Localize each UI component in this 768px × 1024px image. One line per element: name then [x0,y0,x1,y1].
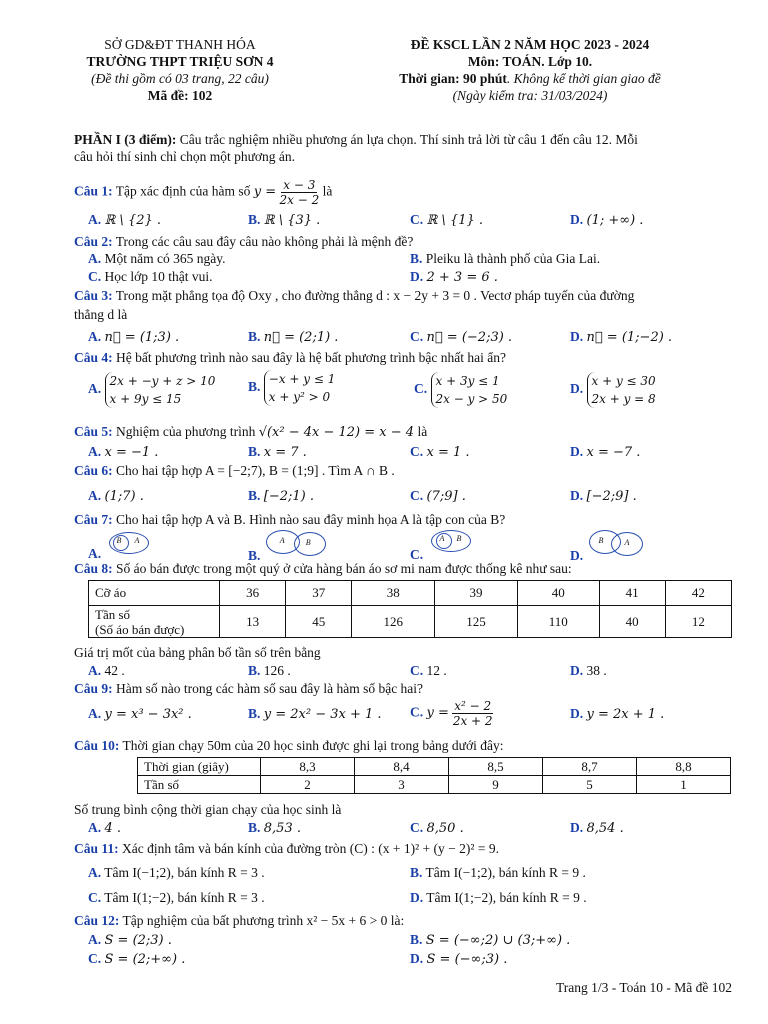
q10-freq: 1 [637,776,731,794]
q6-c: (7;9] . [426,489,466,504]
letter-d: D. [410,890,424,905]
q3-option-d[interactable] [570,329,672,345]
q1-d: (1; +∞) . [586,213,644,228]
q10-freq: 3 [355,776,449,794]
q9-label: Câu 9: [74,681,113,696]
q1-option-b[interactable] [248,212,320,228]
q5-label: Câu 5: [74,424,113,439]
letter-b: B. [410,932,423,947]
header-right [360,36,700,104]
q11-a: Tâm I(−1;2), bán kính R = 3 . [104,865,265,880]
q4-d-system [587,372,656,408]
q4-d2: 2x + y = 8 [591,392,656,406]
q11-text: Xác định tâm và bán kính của đường tròn (C) : (x + 1)² + (y − 2)² = 9. [122,841,499,856]
exam-code: Mã đề: 102 [147,88,213,103]
q2-b: Pleiku là thành phố của Gia Lai. [425,251,601,266]
subject: Môn: TOÁN. Lớp 10. [467,54,593,69]
letter-b: B. [248,820,261,835]
letter-b: B. [248,548,261,564]
q5-equation: √(x² − 4x − 12) = x − 4 [258,425,415,440]
question-12 [74,913,404,929]
letter-d: D. [570,381,584,397]
letter-c: C. [410,704,424,720]
q9-c-y: y = [426,705,449,721]
venn-overlap-icon: B A [587,530,647,556]
q9-text: Hàm số nào trong các hàm số sau đây là hàm số bậc hai? [116,681,424,696]
letter-c: C. [88,269,102,284]
q6-option-a[interactable] [88,488,144,504]
letter-a: A. [88,212,102,227]
q6-option-b[interactable] [248,488,314,504]
q10-label: Câu 10: [74,738,120,753]
q8-option-d[interactable] [570,663,607,679]
q1-option-d[interactable] [570,212,643,228]
q10-freq: 2 [261,776,355,794]
question-9 [74,681,423,697]
q1-text: Tập xác định của hàm số [115,183,251,199]
q6-option-d[interactable] [570,488,637,504]
q10-time: 8,8 [637,758,731,776]
letter-d: D. [570,706,584,721]
q1-c: ℝ \ {1} . [426,213,484,228]
q10-row2-head: Tần số [138,776,261,794]
q3-label: Câu 3: [74,288,113,303]
q7-option-c[interactable] [410,530,471,563]
q8-option-a[interactable] [88,663,125,679]
letter-d: D. [570,663,584,678]
q3-option-a[interactable] [88,329,179,345]
q4-c2: 2x − y > 50 [435,392,508,406]
q10-c: 8,50 . [426,821,464,836]
letter-c: C. [410,329,424,344]
q12-a: S = (2;3) . [104,933,172,948]
q10-a: 4 . [104,821,122,836]
q1-a: ℝ \ {2} . [104,213,162,228]
q8-size: 42 [665,581,731,606]
q5-d: x = −7 . [586,445,641,460]
letter-b: B. [410,865,423,880]
venn-b-contains-a-icon: B A [105,532,149,554]
q12-d: S = (−∞;3) . [426,952,508,967]
q4-b1: −x + y ≤ 1 [268,372,336,386]
q9-b: y = 2x² − 3x + 1 . [263,707,382,722]
letter-b: B. [248,379,261,395]
q1-label: Câu 1: [74,183,113,199]
letter-d: D. [570,329,584,344]
venn-disjoint-icon: A B [264,530,328,556]
exam-date: (Ngày kiểm tra: 31/03/2024) [452,88,608,103]
q12-text: Tập nghiệm của bất phương trình x² − 5x + 6 > 0 là: [122,913,405,928]
q5-option-c[interactable] [410,444,470,460]
q9-d: y = 2x + 1 . [586,707,665,722]
letter-a: A. [88,444,102,459]
q4-label: Câu 4: [74,350,113,365]
q8-count: 125 [435,606,518,638]
time-note: . Không kể thời gian giao đề [506,71,661,86]
letter-d: D. [570,820,584,835]
letter-c: C. [410,212,424,227]
venn-a-in-b-icon: A B [427,530,471,554]
q8-label: Câu 8: [74,561,113,576]
q1-num: x − 3 [283,178,316,192]
q8-count: 13 [220,606,286,638]
q2-option-a[interactable] [88,251,225,267]
letter-d: D. [410,951,424,966]
q9-c-num: x² − 2 [454,699,492,713]
q3-d: n⃗ = (1;−2) . [586,330,673,345]
q8-text: Số áo bán được trong một quý ở cửa hàng bán áo sơ mi nam được thống kê như sau: [116,561,572,576]
q4-c-system [431,372,508,408]
q10-row1-head: Thời gian (giây) [138,758,261,776]
question-7 [74,512,505,528]
q9-a: y = x³ − 3x² . [104,707,192,722]
q8-count: 45 [286,606,352,638]
letter-d: D. [570,488,584,503]
q7-label: Câu 7: [74,512,113,527]
q7-option-d[interactable] [570,530,647,564]
q12-option-c[interactable] [88,951,185,967]
q6-d: [−2;9] . [586,489,637,504]
page-count: (Đề thi gồm có 03 trang, 22 câu) [91,71,269,86]
q5-option-b[interactable] [248,444,307,460]
q6-a: (1;7) . [104,489,144,504]
q3-b: n⃗ = (2;1) . [263,330,339,345]
q9-option-a[interactable] [88,706,192,722]
part1-title: PHẦN I (3 điểm): [74,132,177,147]
letter-d: D. [570,212,584,227]
q5-option-a[interactable] [88,444,158,460]
q10-time: 8,3 [261,758,355,776]
q3-a: n⃗ = (1;3) . [104,330,180,345]
letter-b: B. [248,706,261,721]
q1-tail: là [322,183,333,199]
q4-option-d[interactable] [570,372,656,408]
q4-b2: x + y² > 0 [268,390,331,404]
q4-a1: 2x + −y + z > 10 [109,374,216,388]
q12-b: S = (−∞;2) ∪ (3;+∞) . [425,933,571,948]
q3-text: Trong mặt phẳng tọa độ Oxy , cho đường thẳng d : x − 2y + 3 = 0 . Vectơ pháp tuyến của đường [115,288,635,303]
q3-option-b[interactable] [248,329,338,345]
q12-option-d[interactable] [410,951,507,967]
q8-a: 42 . [104,663,125,678]
q10-table [137,757,731,794]
letter-a: A. [88,546,102,562]
dept-name: SỞ GD&ĐT THANH HÓA [104,37,256,52]
letter-c: C. [410,547,424,563]
q11-label: Câu 11: [74,841,119,856]
question-3 [74,288,634,304]
q12-label: Câu 12: [74,913,120,928]
q10-time: 8,4 [355,758,449,776]
q9-option-c[interactable] [410,699,493,728]
letter-d: D. [570,548,584,564]
q8-size: 40 [517,581,599,606]
q1-y: y = [253,184,277,200]
q10-option-a[interactable] [88,820,121,836]
q2-a: Một năm có 365 ngày. [104,251,226,266]
letter-a: A. [88,706,102,721]
q8-question: Giá trị mốt của bảng phân bố tần số trên bằng [74,645,321,660]
q10-option-b[interactable] [248,820,301,836]
letter-a: A. [88,865,102,880]
letter-c: C. [410,820,424,835]
time [360,70,700,87]
question-11 [74,841,499,857]
q2-text: Trong các câu sau đây câu nào không phải là mệnh đề? [115,234,414,249]
q6-text: Cho hai tập hợp A = [−2;7), B = (1;9] . Tìm A ∩ B . [116,463,395,478]
q4-d1: x + y ≤ 30 [591,374,656,388]
q11-c: Tâm I(1;−2), bán kính R = 3 . [104,890,265,905]
q9-c-fraction [452,699,493,728]
q2-option-c[interactable] [88,269,213,285]
q8-size: 39 [435,581,518,606]
question-2 [74,234,413,250]
q8-row2-head [89,606,220,638]
q11-b: Tâm I(−1;2), bán kính R = 9 . [425,865,586,880]
letter-a: A. [88,329,102,344]
q8-count: 12 [665,606,731,638]
q4-a-system [105,372,216,408]
q9-option-d[interactable] [570,706,664,722]
q7-option-b[interactable] [248,530,328,564]
q12-option-b[interactable] [410,932,570,948]
q4-a2: x + 9y ≤ 15 [109,392,182,406]
q1-fraction [279,178,319,207]
q10-time: 8,7 [543,758,637,776]
q5-c: x = 1 . [426,445,470,460]
letter-b: B. [248,212,261,227]
letter-b: B. [248,444,261,459]
letter-c: C. [88,890,102,905]
letter-a: A. [88,663,102,678]
q5-option-d[interactable] [570,444,640,460]
q8-b: 126 . [263,663,291,678]
q3-c: n⃗ = (−2;3) . [426,330,513,345]
letter-c: C. [414,381,428,397]
letter-b: B. [248,488,261,503]
q1-option-a[interactable] [88,212,161,228]
q10-row-times [138,758,731,776]
q10-freq: 9 [449,776,543,794]
q5-text: Nghiệm của phương trình [116,424,256,439]
q1-option-c[interactable] [410,212,483,228]
q7-option-a[interactable] [88,532,149,562]
letter-b: B. [248,663,261,678]
letter-d: D. [570,444,584,459]
q8-size: 36 [220,581,286,606]
header-left [60,36,300,104]
q8-count: 126 [352,606,435,638]
question-8 [74,561,572,577]
letter-c: C. [410,663,424,678]
q11-option-a[interactable] [88,865,265,881]
q10-option-c[interactable] [410,820,464,836]
q8-option-c[interactable] [410,663,447,679]
q5-b: x = 7 . [263,445,307,460]
letter-c: C. [88,951,102,966]
q4-option-c[interactable] [414,372,507,408]
q10-b: 8,53 . [263,821,301,836]
q10-text: Thời gian chạy 50m của 20 học sinh được ghi lại trong bảng dưới đây: [122,738,504,753]
page-footer: Trang 1/3 - Toán 10 - Mã đề 102 [555,980,732,995]
q8-row-sizes [89,581,732,606]
q11-option-b[interactable] [410,865,586,881]
q8-count: 110 [517,606,599,638]
letter-a: A. [88,251,102,266]
q2-d: 2 + 3 = 6 . [426,270,498,285]
q8-size: 37 [286,581,352,606]
q11-option-c[interactable] [88,890,265,906]
question-5 [74,424,427,440]
letter-c: C. [410,488,424,503]
q3-text2: thẳng d là [74,307,128,322]
question-4 [74,350,506,366]
q10-freq: 5 [543,776,637,794]
q2-option-b[interactable] [410,251,600,267]
q4-option-a[interactable] [88,372,215,408]
q4-c1: x + 3y ≤ 1 [435,374,500,388]
q12-option-a[interactable] [88,932,172,948]
q8-row-counts [89,606,732,638]
letter-d: D. [410,269,424,284]
q8-row2-head1: Tần số [95,606,131,622]
q11-d: Tâm I(1;−2), bán kính R = 9 . [426,890,587,905]
q8-size: 41 [599,581,665,606]
q4-text: Hệ bất phương trình nào sau đây là hệ bất phương trình bậc nhất hai ẩn? [116,350,506,365]
q12-c: S = (2;+∞) . [104,952,186,967]
letter-a: A. [88,820,102,835]
q8-row1-head: Cỡ áo [89,581,220,606]
q2-option-d[interactable] [410,269,498,285]
q8-table [88,580,732,638]
q8-c: 12 . [426,663,447,678]
letter-a: A. [88,381,102,397]
q5-tail: là [417,424,428,439]
part1-line2: câu hỏi thí sinh chỉ chọn một phương án. [74,149,296,164]
question-1 [74,178,332,207]
q8-count: 40 [599,606,665,638]
q10-option-d[interactable] [570,820,624,836]
q11-option-d[interactable] [410,890,587,906]
q10-d: 8,54 . [586,821,624,836]
q8-row2-head2: (Số áo bán được) [95,621,185,637]
q4-option-b[interactable] [248,370,335,406]
letter-b: B. [248,329,261,344]
q3-option-c[interactable] [410,329,512,345]
letter-a: A. [88,488,102,503]
q1-den: 2x − 2 [279,193,320,207]
q2-label: Câu 2: [74,234,113,249]
part1-line1 [74,132,638,148]
exam-title: ĐỀ KSCL LẦN 2 NĂM HỌC 2023 - 2024 [410,37,650,52]
q10-time: 8,5 [449,758,543,776]
q6-b: [−2;1) . [263,489,314,504]
q8-option-b[interactable] [248,663,291,679]
letter-a: A. [88,932,102,947]
question-10 [74,738,504,754]
q6-option-c[interactable] [410,488,466,504]
school-name: TRƯỜNG THPT TRIỆU SƠN 4 [86,54,274,69]
q8-d: 38 . [586,663,607,678]
q8-size: 38 [352,581,435,606]
q5-a: x = −1 . [104,445,159,460]
q7-text: Cho hai tập hợp A và B. Hình nào sau đây minh họa A là tập con của B? [116,512,506,527]
q9-option-b[interactable] [248,706,382,722]
q2-c: Học lớp 10 thật vui. [104,269,213,284]
question-6 [74,463,395,479]
letter-b: B. [410,251,423,266]
q10-row-freqs [138,776,731,794]
q1-b: ℝ \ {3} . [263,213,321,228]
letter-c: C. [410,444,424,459]
q4-b-system [264,370,336,406]
q6-label: Câu 6: [74,463,113,478]
time-label: Thời gian: 90 phút [399,71,507,86]
q9-c-den: 2x + 2 [452,714,493,728]
part1-text: Câu trắc nghiệm nhiều phương án lựa chọn. Thí sinh trả lời từ câu 1 đến câu 12. Mỗi [176,132,638,147]
q10-question: Số trung bình cộng thời gian chạy của học sinh là [74,802,342,817]
